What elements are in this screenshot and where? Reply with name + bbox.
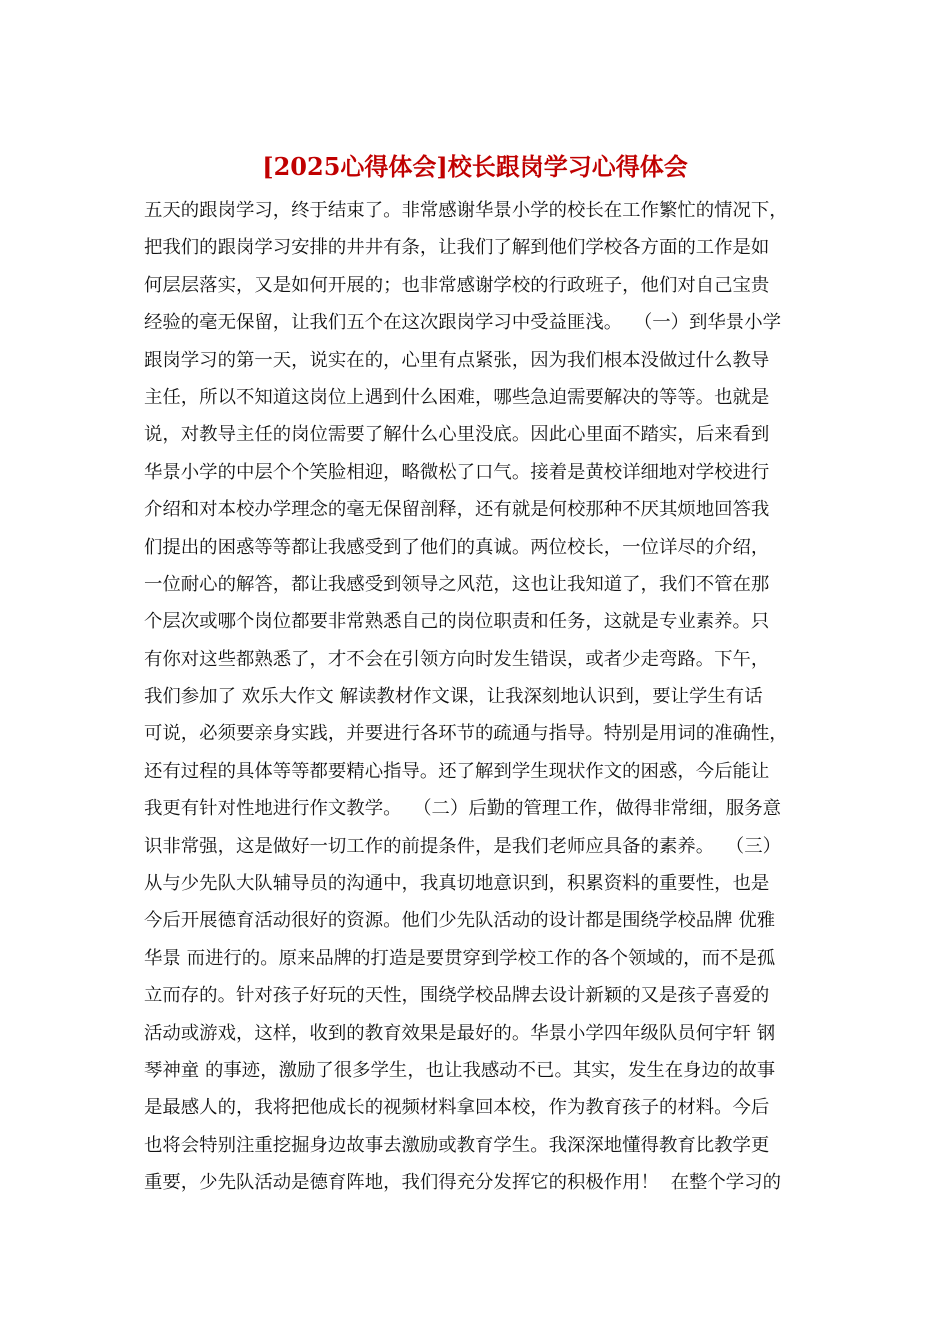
body-line: 重要，少先队活动是德育阵地，我们得充分发挥它的积极作用！ 在整个学习的	[144, 1172, 781, 1194]
body-line: 立而存的。针对孩子好玩的天性，围绕学校品牌去设计新颖的又是孩子喜爱的	[144, 985, 770, 1007]
document-body	[144, 192, 812, 1202]
body-line: 还有过程的具体等等都要精心指导。还了解到学生现状作文的困惑，今后能让	[144, 760, 770, 782]
body-line: 也将会特别注重挖掘身边故事去激励或教育学生。我深深地懂得教育比教学更	[144, 1134, 770, 1156]
body-line: 们提出的困惑等等都让我感受到了他们的真诚。两位校长，一位详尽的介绍，	[144, 536, 770, 558]
body-line: 华景 而进行的。原来品牌的打造是要贯穿到学校工作的各个领域的，而不是孤	[144, 947, 776, 969]
body-line: 识非常强，这是做好一切工作的前提条件，是我们老师应具备的素养。 （三）	[144, 835, 781, 857]
body-line: 五天的跟岗学习，终于结束了。非常感谢华景小学的校长在工作繁忙的情况下，	[144, 200, 788, 221]
body-line: 我们参加了 欢乐大作文 解读教材作文课，让我深刻地认识到，要让学生有话	[144, 686, 763, 708]
body-line: 说，对教导主任的岗位需要了解什么心里没底。因此心里面不踏实，后来看到	[144, 424, 770, 446]
body-line: 是最感人的，我将把他成长的视频材料拿回本校，作为教育孩子的材料。今后	[144, 1097, 770, 1119]
body-line: 主任，所以不知道这岗位上遇到什么困难，哪些急迫需要解决的等等。也就是	[144, 386, 770, 408]
body-line: 华景小学的中层个个笑脸相迎，略微松了口气。接着是黄校详细地对学校进行	[144, 461, 770, 483]
body-line: 可说，必须要亲身实践，并要进行各环节的疏通与指导。特别是用词的准确性，	[144, 723, 788, 745]
body-line: 琴神童 的事迹，激励了很多学生，也让我感动不已。其实，发生在身边的故事	[144, 1059, 776, 1081]
body-line: 跟岗学习的第一天，说实在的，心里有点紧张，因为我们根本没做过什么教导	[144, 349, 770, 371]
body-line: 个层次或哪个岗位都要非常熟悉自己的岗位职责和任务，这就是专业素养。只	[144, 611, 770, 633]
body-line: 介绍和对本校办学理念的毫无保留剖释，还有就是何校那种不厌其烦地回答我	[144, 499, 770, 521]
body-line: 何层层落实，又是如何开展的；也非常感谢学校的行政班子，他们对自己宝贵	[144, 274, 770, 296]
body-line: 一位耐心的解答，都让我感受到领导之风范，这也让我知道了，我们不管在那	[144, 573, 770, 595]
body-line: 有你对这些都熟悉了，才不会在引领方向时发生错误，或者少走弯路。下午，	[144, 648, 770, 670]
body-line: 把我们的跟岗学习安排的井井有条，让我们了解到他们学校各方面的工作是如	[144, 237, 770, 259]
body-line: 今后开展德育活动很好的资源。他们少先队活动的设计都是围绕学校品牌 优雅	[144, 910, 776, 932]
body-line: 我更有针对性地进行作文教学。 （二）后勤的管理工作，做得非常细，服务意	[144, 798, 781, 820]
body-line: 从与少先队大队辅导员的沟通中，我真切地意识到，积累资料的重要性，也是	[144, 873, 770, 895]
document-title: [2025心得体会]校长跟岗学习心得体会	[262, 152, 688, 181]
body-line: 活动或游戏，这样，收到的教育效果是最好的。华景小学四年级队员何宇轩 钢	[144, 1022, 776, 1044]
body-line: 经验的毫无保留，让我们五个在这次跟岗学习中受益匪浅。 （一）到华景小学	[144, 312, 781, 334]
